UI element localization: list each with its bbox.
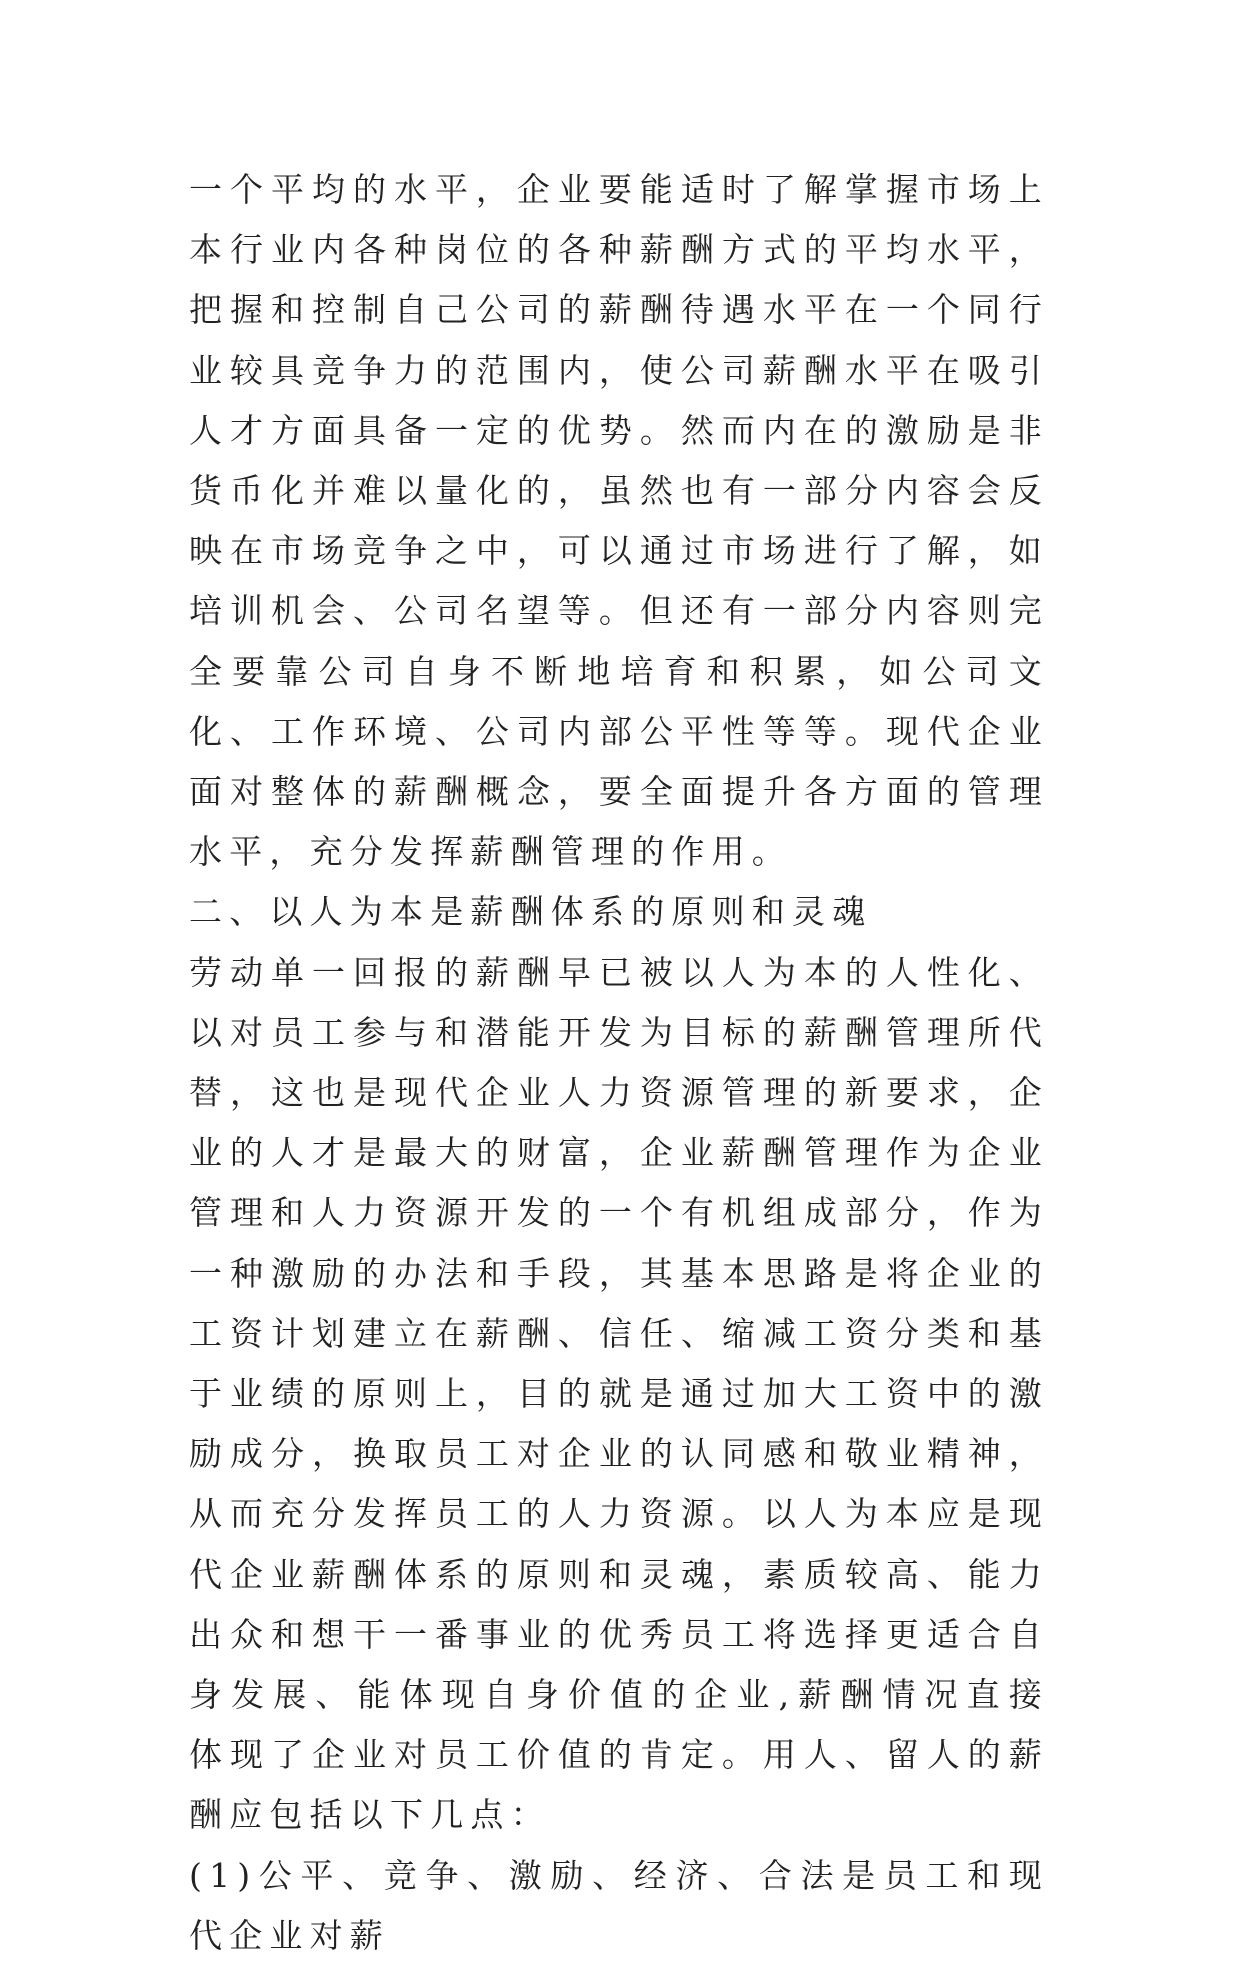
paragraph-people-oriented-pay: 劳动单一回报的薪酬早已被以人为本的人性化、以对员工参与和潜能开发为目标的薪酬管理所代替，这也是现代企业人力资源管理的新要求，企业的人才是最大的财富，企业薪酬管理作为企业管理和人力资源开发的一个有机组成部分，作为一种激励的办法和手段，其基本思路是将企业的工资计划建立在薪酬、信任、缩减工资分类和基于业绩的原则上，目的就是通过加大工资中的激励成分，换取员工对企业的认同感和敬业精神，从而充分发挥员工的人力资源。以人为本应是现代企业薪酬体系的原则和灵魂，素质较高、能力出众和想干一番事业的优秀员工将选择更适合自身发展、能体现自身价值的企业,薪酬情况直接体现了企业对员工价值的肯定。用人、留人的薪酬应包括以下几点： (189, 952, 1049, 1835)
list-item-1: (1)公平、竞争、激励、经济、合法是员工和现代企业对薪 (189, 1855, 1049, 1955)
paragraph-market-pay-level: 一个平均的水平，企业要能适时了解掌握市场上本行业内各种岗位的各种薪酬方式的平均水平，把握和控制自己公司的薪酬待遇水平在一个同行业较具竞争力的范围内，使公司薪酬水平在吸引人才方面具备一定的优势。然而内在的激励是非货币化并难以量化的，虽然也有一部分内容会反映在市场竞争之中，可以通过市场进行了解，如培训机会、公司名望等。但还有一部分内容则完全要靠公司自身不断地培育和积累，如公司文化、工作环境、公司内部公平性等等。现代企业面对整体的薪酬概念，要全面提升各方面的管理水平，充分发挥薪酬管理的作用。 (189, 170, 1049, 872)
section-heading-people-oriented: 二、以人为本是薪酬体系的原则和灵魂 (189, 892, 873, 932)
document-body (189, 160, 1049, 1966)
